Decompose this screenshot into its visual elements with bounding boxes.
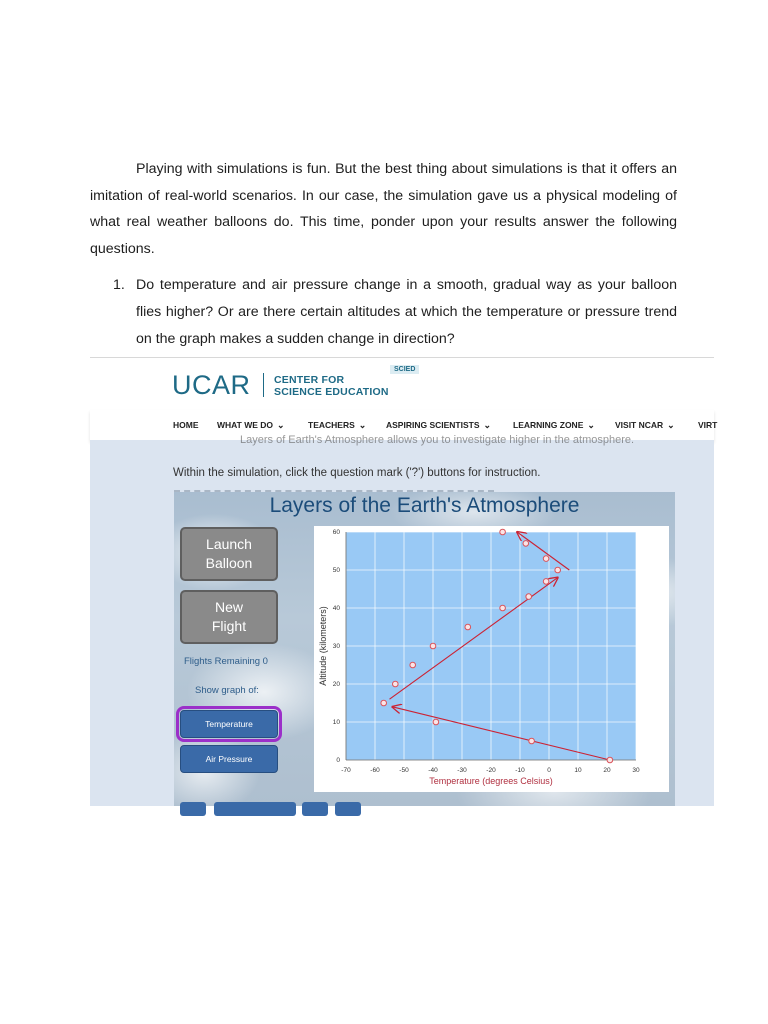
y-axis-label: Altitude (kilometers) [318, 606, 328, 686]
chevron-down-icon: ⌄ [667, 420, 675, 430]
x-tick-label: -50 [399, 767, 409, 774]
button-label: Temperature [205, 719, 253, 729]
data-point [393, 681, 399, 687]
page-content [90, 434, 714, 806]
temperature-altitude-chart [314, 526, 669, 792]
button-label: Launch Balloon [205, 536, 253, 571]
question-text: Do temperature and air pressure change in a smooth, gradual way as your balloon flies higher? Or are there certain altitudes at which the temperature or pressure trend on the graph makes a sudden change in direction? [136, 277, 677, 347]
new-flight-button[interactable] [180, 590, 278, 644]
nav-label: VISIT NCAR [615, 420, 664, 430]
x-tick-label: -30 [457, 767, 467, 774]
data-point [526, 594, 532, 600]
x-tick-label: 30 [632, 767, 640, 774]
y-tick-label: 10 [332, 719, 340, 726]
chevron-down-icon: ⌄ [483, 420, 492, 430]
nav-item-home[interactable] [173, 420, 199, 430]
y-tick-label: 20 [332, 681, 340, 688]
x-tick-label: -70 [341, 767, 351, 774]
nav-label: TEACHERS [308, 420, 355, 430]
data-point [543, 579, 549, 585]
nav-item-teachers[interactable] [308, 420, 366, 431]
center-name-line1: CENTER FOR [274, 374, 345, 386]
nav-label: HOME [173, 420, 199, 430]
launch-balloon-button[interactable] [180, 527, 278, 581]
instruction-text: Within the simulation, click the question mark ('?') buttons for instruction. [173, 467, 541, 479]
x-axis-label: Temperature (degrees Celsius) [429, 776, 553, 786]
scied-badge: SCIED [390, 365, 419, 374]
nav-item-visit-ncar[interactable] [615, 420, 675, 431]
simulation-panel [174, 492, 675, 806]
cut-off-text: Layers of Earth's Atmosphere allows you to investigate higher in the atmosphere. [240, 434, 635, 446]
nav-label: WHAT WE DO [217, 420, 274, 430]
chevron-down-icon: ⌄ [587, 420, 595, 430]
y-tick-label: 40 [332, 605, 340, 612]
y-tick-label: 60 [332, 529, 340, 536]
simulation-title: Layers of the Earth's Atmosphere [269, 494, 580, 517]
x-tick-label: -10 [515, 767, 525, 774]
data-point [465, 624, 471, 630]
nav-label: ASPIRING SCIENTISTS [386, 420, 480, 430]
data-point [500, 529, 506, 535]
nav-item-what-we-do[interactable] [217, 420, 285, 431]
question-number: 1. [113, 277, 125, 293]
data-point [500, 605, 506, 611]
data-point [555, 567, 561, 573]
toolbar-button[interactable] [214, 802, 296, 816]
site-header [90, 358, 714, 410]
embedded-screenshot [90, 357, 718, 806]
x-tick-label: -60 [370, 767, 380, 774]
x-tick-label: 20 [603, 767, 611, 774]
toolbar-button[interactable] [180, 802, 206, 816]
chevron-down-icon: ⌄ [358, 420, 367, 430]
x-tick-label: -40 [428, 767, 438, 774]
temperature-graph-button[interactable] [180, 710, 278, 738]
data-point [381, 700, 387, 706]
chevron-down-icon: ⌄ [277, 420, 285, 430]
center-name-line2: SCIENCE EDUCATION [274, 386, 389, 398]
data-point [543, 556, 549, 562]
logo-divider [263, 373, 264, 397]
toolbar-button[interactable] [335, 802, 361, 816]
toolbar-button[interactable] [302, 802, 328, 816]
nav-item-virtual[interactable] [698, 420, 717, 430]
data-point [430, 643, 436, 649]
nav-item-aspiring-scientists[interactable] [386, 420, 491, 431]
data-point [523, 541, 529, 547]
button-label: Air Pressure [205, 754, 253, 764]
data-point [607, 757, 613, 763]
ucar-logo[interactable]: UCAR [172, 370, 251, 400]
temperature-graph [314, 526, 669, 792]
y-tick-label: 30 [332, 643, 340, 650]
nav-label: VIRT [698, 420, 718, 430]
x-tick-label: 10 [574, 767, 582, 774]
nav-label: LEARNING ZONE [513, 420, 584, 430]
y-tick-label: 0 [336, 757, 340, 764]
button-label: New Flight [211, 599, 247, 634]
nav-item-learning-zone[interactable] [513, 420, 595, 431]
data-point [529, 738, 535, 744]
flights-remaining: Flights Remaining 0 [184, 656, 268, 667]
air-pressure-graph-button[interactable] [180, 745, 278, 773]
data-point [433, 719, 439, 725]
intro-paragraph: Playing with simulations is fun. But the best thing about simulations is that it offers an imitation of real-world scenarios. In our case, the simulation gave us a physical modeling of what real weather balloons do. This time, ponder upon your results answer the following questions. [90, 161, 677, 257]
x-tick-label: 0 [547, 767, 551, 774]
show-graph-label: Show graph of: [195, 685, 259, 696]
x-tick-label: -20 [486, 767, 496, 774]
data-point [410, 662, 416, 668]
y-tick-label: 50 [332, 567, 340, 574]
